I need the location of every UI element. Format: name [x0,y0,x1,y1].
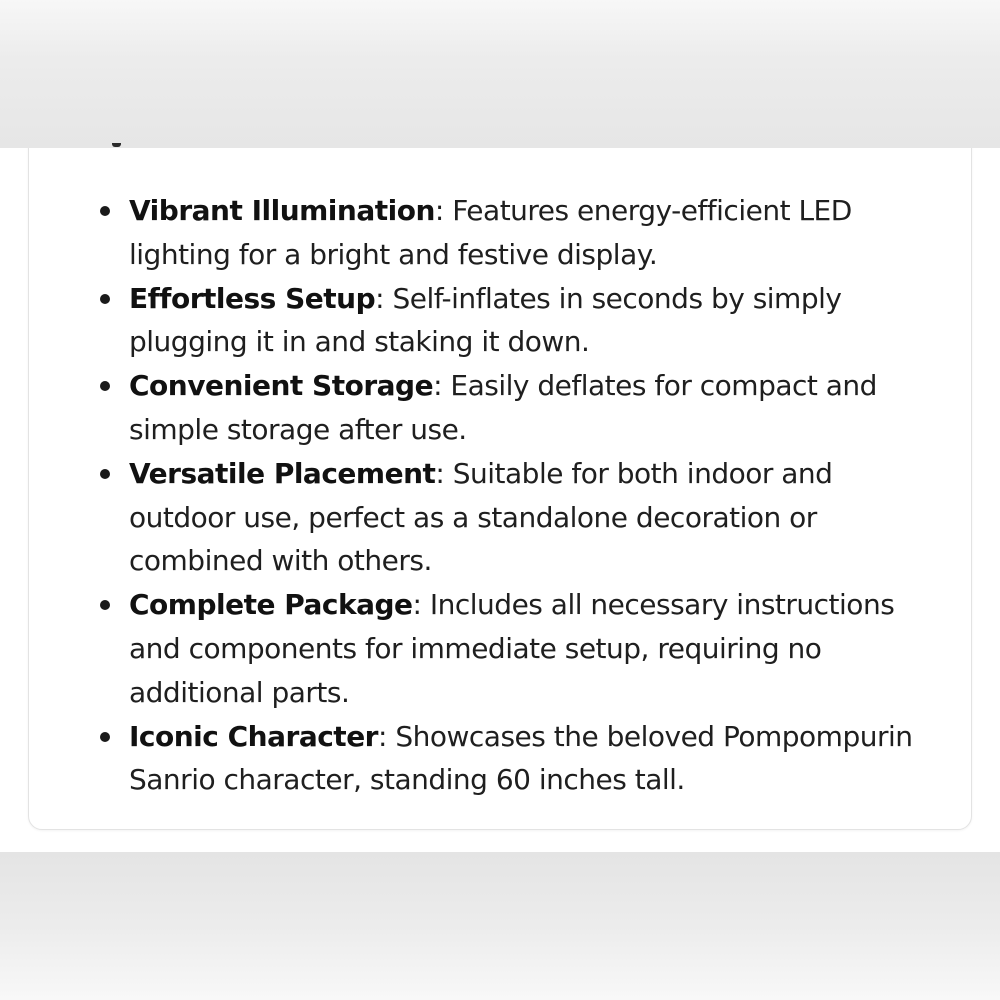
feature-title: Complete Package [129,588,413,622]
bullet-icon [100,206,110,216]
bullet-icon [100,732,110,742]
list-item [100,364,940,452]
feature-title: Convenient Storage [129,369,434,403]
feature-title: Versatile Placement [129,456,436,490]
feature-separator: : [435,456,445,490]
feature-separator: : [433,369,443,403]
feature-description: Showcases the beloved Pompompurin Sanrio character, standing 60 inches tall. [129,719,913,797]
list-item [100,583,940,714]
bullet-icon [100,600,110,610]
feature-description: Self-inflates in seconds by simply plugging it in and staking it down. [129,281,842,359]
bullet-icon [100,381,110,391]
list-item [100,189,940,277]
feature-separator: : [434,194,444,227]
blurred-background-bottom [0,852,1000,1000]
list-item [100,277,940,365]
feature-description: Easily deflates for compact and simple storage after use. [129,369,877,446]
feature-title: Vibrant Illumination [129,194,435,227]
bullet-icon [100,469,110,479]
list-item [100,715,940,803]
feature-list [100,189,940,802]
feature-separator: : [378,719,387,753]
feature-title: Effortless Setup [129,281,376,315]
feature-separator: : [375,281,385,315]
list-item [100,452,940,583]
bullet-icon [100,294,110,304]
feature-separator: : [412,588,422,622]
cropped-text-fragment [112,143,121,147]
feature-description: Suitable for both indoor and outdoor use, perfect as a standalone decoration or combined with others. [129,456,833,578]
feature-title: Iconic Character [129,719,378,753]
screenshot-crop-edge [0,0,1000,148]
feature-description: Includes all necessary instructions and components for immediate setup, requiring no additional parts. [129,588,895,709]
feature-description: Features energy-efficient LED lighting for a bright and festive display. [129,194,852,271]
